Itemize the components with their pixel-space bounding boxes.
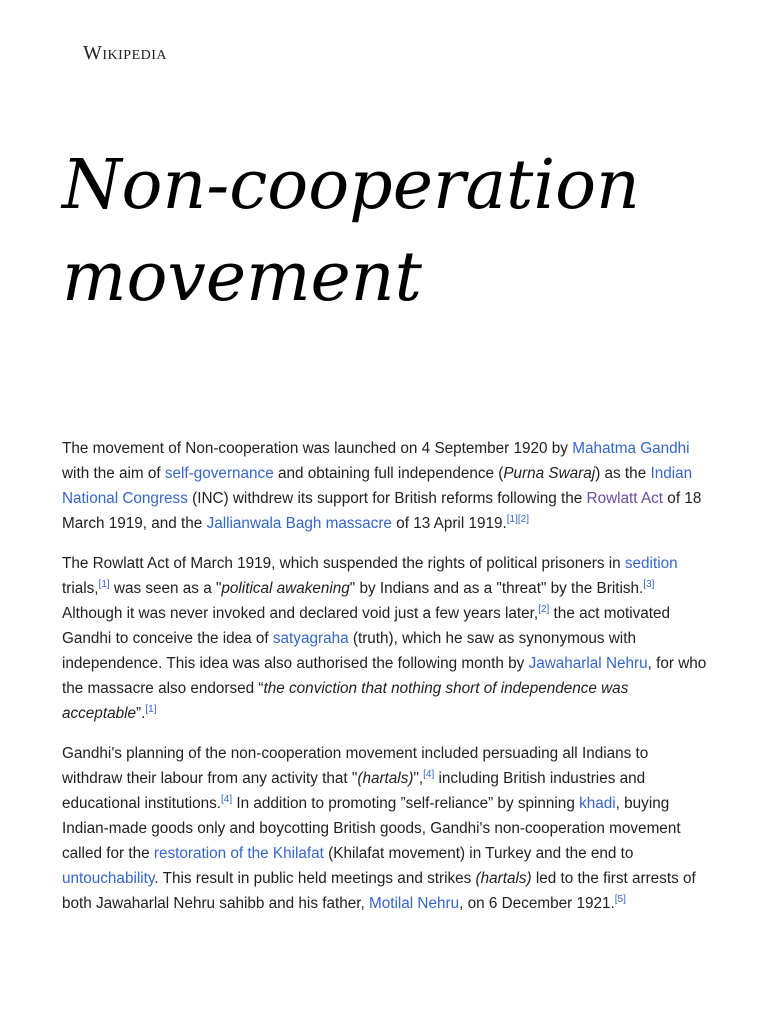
link-mahatma-gandhi[interactable]: Mahatma Gandhi bbox=[572, 440, 690, 457]
text: of 13 April 1919. bbox=[391, 515, 507, 532]
text: , buying Indian-made goods only and boycotting British goods, Gandhi's non-cooperation movement called for the bbox=[62, 795, 681, 862]
italic-text: (hartals) bbox=[475, 870, 532, 887]
text: was seen as a " bbox=[109, 580, 222, 597]
link-self-governance[interactable]: self-governance bbox=[164, 465, 274, 482]
text: and obtaining full independence ( bbox=[273, 465, 504, 482]
text: with the aim of bbox=[62, 465, 165, 482]
text: ", bbox=[413, 770, 424, 787]
text: , on 6 December 1921. bbox=[459, 895, 615, 912]
paragraph-1 bbox=[62, 436, 712, 536]
link-satyagraha[interactable]: satyagraha bbox=[272, 630, 349, 647]
text: Gandhi's planning of the non-cooperation movement included persuading all Indians to withdraw their labour from any activity that " bbox=[62, 745, 649, 787]
reference-1[interactable]: [1] bbox=[506, 513, 518, 525]
link-indian-national-congress[interactable]: Indian National Congress bbox=[62, 465, 693, 507]
text: In addition to promoting ”self-reliance” by spinning bbox=[232, 795, 580, 812]
text: trials, bbox=[62, 580, 99, 597]
paragraph-3 bbox=[62, 741, 712, 916]
italic-text: political awakening bbox=[221, 580, 350, 597]
text: (Khilafat movement) in Turkey and the end to bbox=[323, 845, 634, 862]
wikipedia-logo[interactable]: Wikipedia bbox=[83, 42, 168, 64]
link-motilal-nehru[interactable]: Motilal Nehru bbox=[368, 895, 460, 912]
text: (truth), which he saw as synonymous with independence. This idea was also authorised the following month by bbox=[62, 630, 636, 672]
text: ”. bbox=[136, 705, 146, 722]
link-khadi[interactable]: khadi bbox=[579, 795, 616, 812]
text: of 18 March 1919, and the bbox=[62, 490, 702, 532]
reference-1[interactable]: [1] bbox=[98, 578, 110, 590]
text: (INC) withdrew its support for British reforms following the bbox=[187, 490, 587, 507]
reference-5[interactable]: [5] bbox=[614, 893, 626, 905]
text: led to the first arrests of both Jawaharlal Nehru sahibb and his father, bbox=[62, 870, 696, 912]
text: . This result in public held meetings and strikes bbox=[154, 870, 476, 887]
italic-text: the conviction that nothing short of independence was acceptable bbox=[62, 680, 629, 722]
reference-2[interactable]: [2] bbox=[517, 513, 529, 525]
reference-4[interactable]: [4] bbox=[221, 793, 233, 805]
reference-4[interactable]: [4] bbox=[423, 768, 435, 780]
link-jallianwala-bagh-massacre[interactable]: Jallianwala Bagh massacre bbox=[206, 515, 392, 532]
paragraph-2 bbox=[62, 551, 712, 726]
reference-1[interactable]: [1] bbox=[145, 703, 157, 715]
text: the act motivated Gandhi to conceive the idea of bbox=[62, 605, 671, 647]
link-jawaharlal-nehru[interactable]: Jawaharlal Nehru bbox=[528, 655, 648, 672]
link-sedition[interactable]: sedition bbox=[624, 555, 678, 572]
article-body bbox=[62, 436, 712, 931]
page-title: Non-cooperation movement bbox=[62, 146, 640, 317]
text: ) as the bbox=[595, 465, 651, 482]
link-restoration-of-the-khilafat[interactable]: restoration of the Khilafat bbox=[153, 845, 324, 862]
italic-text: (hartals) bbox=[357, 770, 414, 787]
text: , for who the massacre also endorsed “ bbox=[62, 655, 707, 697]
text: The Rowlatt Act of March 1919, which suspended the rights of political prisoners in bbox=[62, 555, 625, 572]
italic-text: Purna Swaraj bbox=[503, 465, 596, 482]
text: Although it was never invoked and declared void just a few years later, bbox=[62, 605, 539, 622]
link-untouchability[interactable]: untouchability bbox=[62, 870, 155, 887]
reference-3[interactable]: [3] bbox=[643, 578, 655, 590]
text: The movement of Non-cooperation was launched on 4 September 1920 by bbox=[62, 440, 573, 457]
text: " by Indians and as a "threat" by the British. bbox=[349, 580, 644, 597]
link-rowlatt-act[interactable]: Rowlatt Act bbox=[586, 490, 664, 507]
text: including British industries and educational institutions. bbox=[62, 770, 646, 812]
reference-2[interactable]: [2] bbox=[538, 603, 550, 615]
